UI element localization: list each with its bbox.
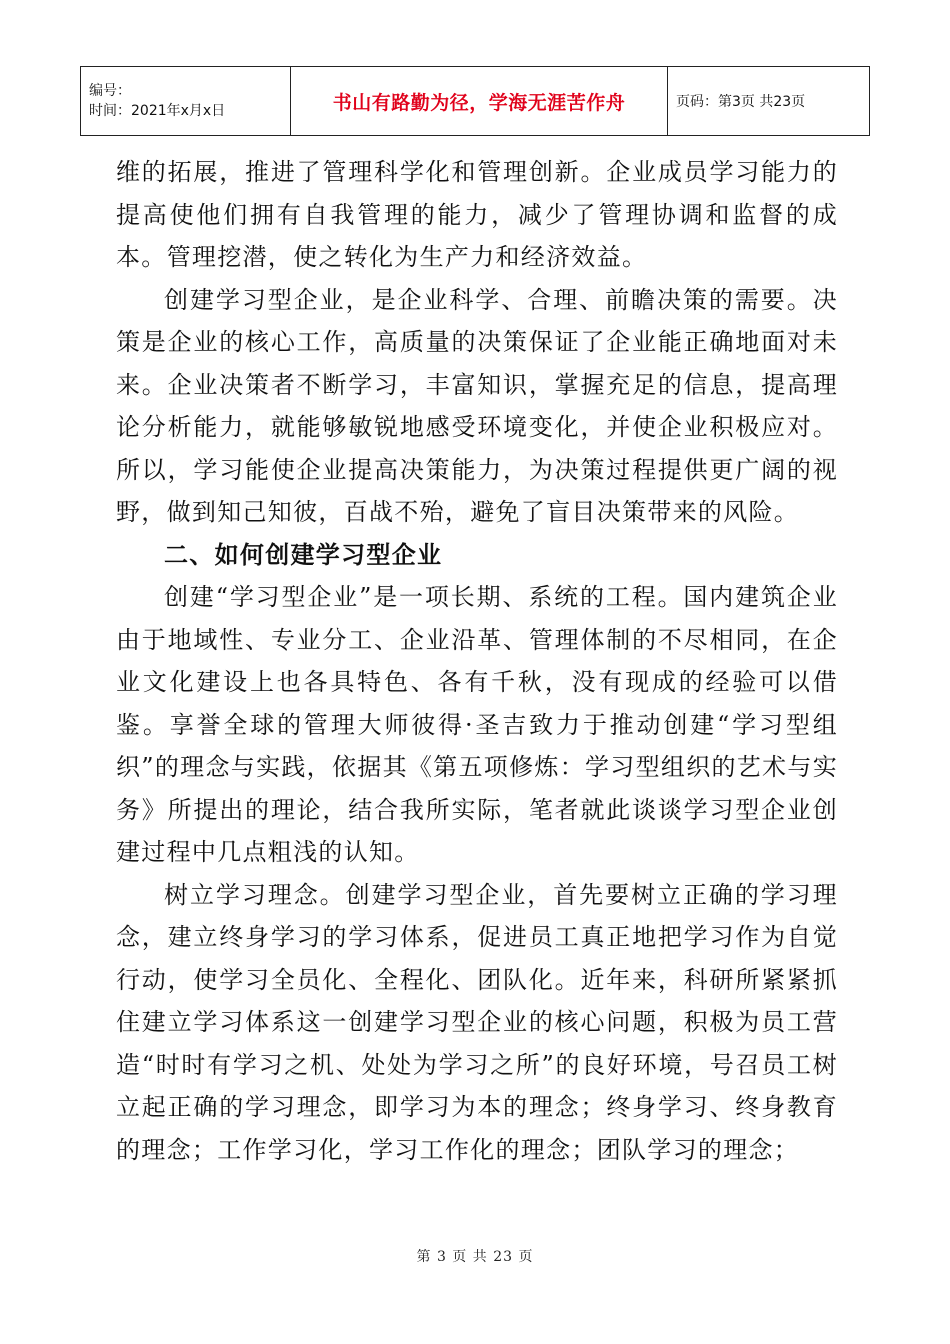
document-body bbox=[116, 151, 838, 1171]
document-date-label: 时间：2021年x月x日 bbox=[89, 103, 226, 119]
page-footer: 第 3 页 共 23 页 bbox=[416, 1249, 534, 1265]
document-number-label: 编号： bbox=[89, 83, 131, 99]
paragraph-decision-making: 创建学习型企业，是企业科学、合理、前瞻决策的需要。决策是企业的核心工作，高质量的决策保证了企业能正确地面对未来。企业决策者不断学习，丰富知识，掌握充足的信息，提高理论分析能力，就能够敏锐地感受环境变化，并使企业积极应对。所以，学习能使企业提高决策能力，为决策过程提供更广阔的视野，做到知己知彼，百战不殆，避免了盲目决策带来的风险。 bbox=[116, 285, 838, 526]
document-header bbox=[80, 66, 870, 136]
paragraph-how-to-create: 创建“学习型企业”是一项长期、系统的工程。国内建筑企业由于地域性、专业分工、企业沿革、管理体制的不尽相同，在企业文化建设上也各具特色、各有千秋，没有现成的经验可以借鉴。享誉全球的管理大师彼得·圣吉致力于推动创建“学习型组织”的理念与实践，依据其《第五项修炼：学习型组织的艺术与实务》所提出的理论，结合我所实际，笔者就此谈谈学习型企业创建过程中几点粗浅的认知。 bbox=[116, 583, 838, 866]
header-meta-cell bbox=[81, 67, 291, 136]
header-motto: 书山有路勤为径，学海无涯苦作舟 bbox=[291, 67, 668, 136]
paragraph-continuation: 维的拓展，推进了管理科学化和管理创新。企业成员学习能力的提高使他们拥有自我管理的能力，减少了管理协调和监督的成本。管理挖潜，使之转化为生产力和经济效益。 bbox=[116, 158, 838, 271]
header-page-info: 页码：第3页 共23页 bbox=[668, 67, 870, 136]
paragraph-learning-philosophy: 树立学习理念。创建学习型企业，首先要树立正确的学习理念，建立终身学习的学习体系，促进员工真正地把学习作为自觉行动，使学习全员化、全程化、团队化。近年来，科研所紧紧抓住建立学习体系这一创建学习型企业的核心问题，积极为员工营造“时时有学习之机、处处为学习之所”的良好环境，号召员工树立起正确的学习理念，即学习为本的理念；终身学习、终身教育的理念；工作学习化，学习工作化的理念；团队学习的理念； bbox=[116, 880, 838, 1164]
section-heading: 二、如何创建学习型企业 bbox=[164, 540, 443, 569]
